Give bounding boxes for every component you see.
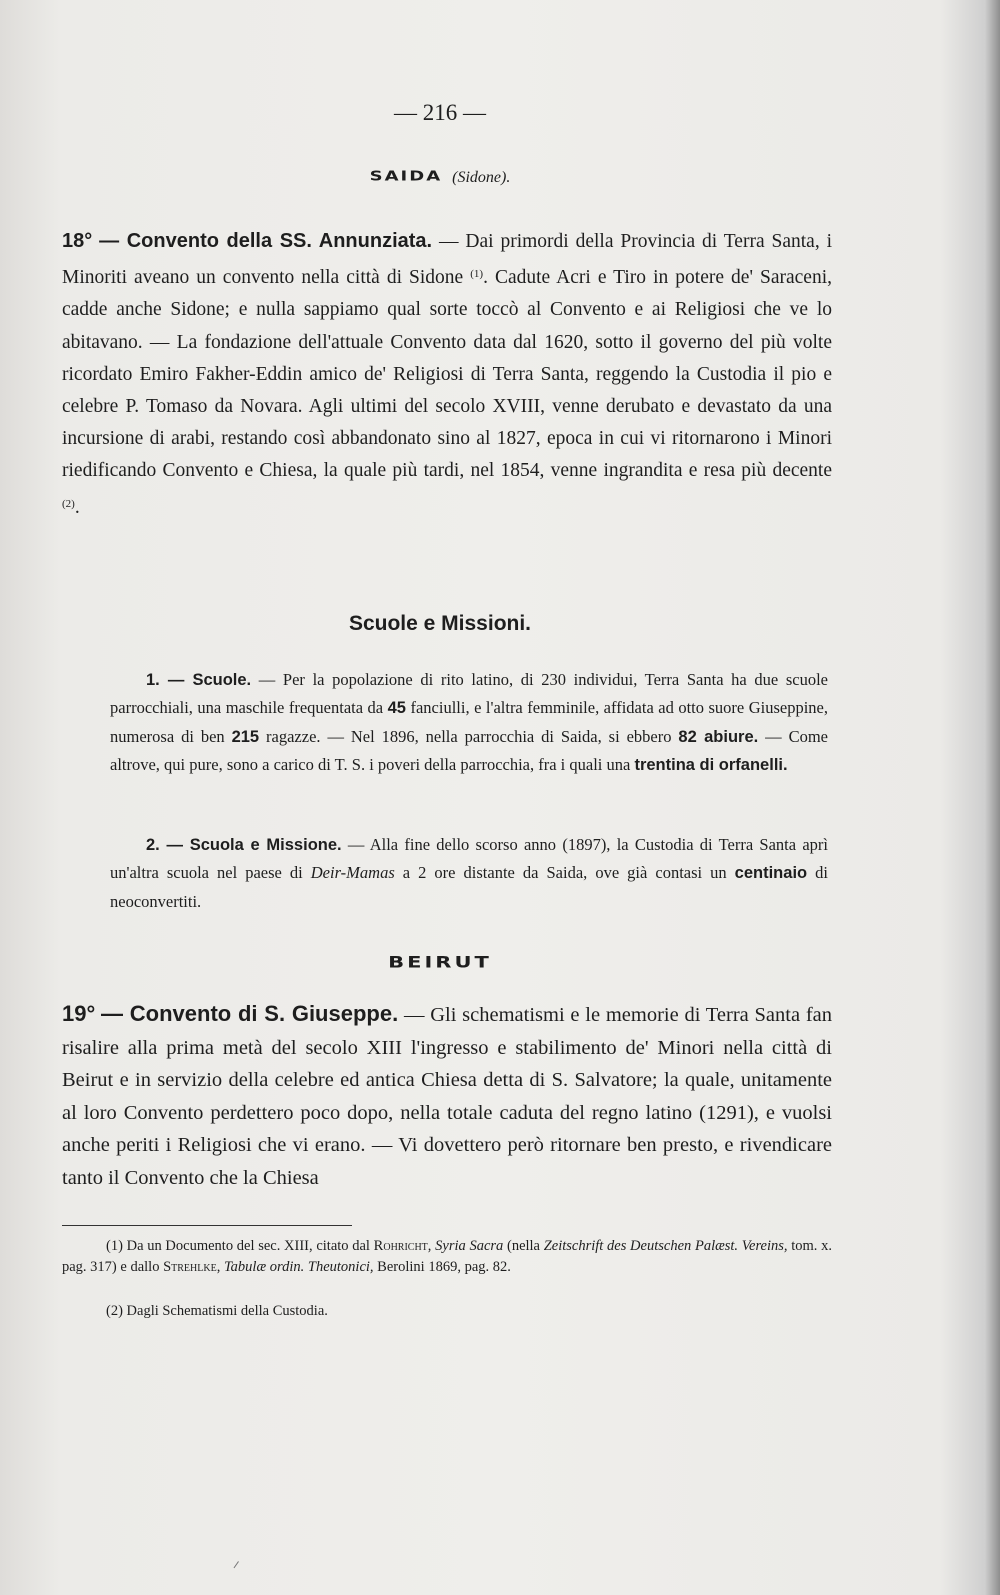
convento-19-paragraph bbox=[62, 998, 832, 1194]
footnote-1-text-1: (1) Da un Documento del sec. XIII, citato dal bbox=[106, 1238, 374, 1254]
footnote-1-text-5: , bbox=[216, 1259, 224, 1275]
item-1-count-boys: 45 bbox=[387, 699, 406, 718]
beirut-heading: BEIRUT bbox=[388, 953, 492, 971]
item-1-orfanelli: trentina di orfanelli. bbox=[634, 755, 788, 774]
footnote-1-journal: Zeitschrift des Deutschen Palæst. Vereins, bbox=[543, 1238, 788, 1254]
convento-18-number: 18° bbox=[62, 230, 93, 252]
convento-19-text: — Gli schematismi e le memorie di Terra Santa fan risalire alla prima metà del secolo XIII l'ingresso e stabilimento de' Minori nella città di Beirut e in servizio della celebre ed antica Chiesa detta di S. Salvatore; la quale, unitamente al loro Convento perdettero poco dopo, nella totale caduta del regno latino (1291), e vuolsi anche periti i Religiosi che vi erano. — Vi dovettero però ritornare ben presto, e rivendicare tanto il Convento che la Chiesa bbox=[62, 1004, 832, 1189]
item-2-text-1: — Alla fine dello scorso anno (1897), la Custodia di Terra Santa aprì un'altra scuola nel paese di bbox=[110, 835, 828, 883]
footnote-ref-2: (2) bbox=[62, 497, 75, 510]
footnote-1-author-1: Rohricht bbox=[373, 1238, 428, 1254]
item-2-label: 2. — Scuola e Missione. bbox=[146, 836, 342, 854]
section-heading-saida bbox=[0, 166, 880, 187]
item-1-count-girls: 215 bbox=[231, 727, 260, 746]
footnote-1 bbox=[62, 1236, 832, 1278]
convento-19-number: 19° bbox=[62, 1001, 96, 1026]
footnote-1-text-3: (nella bbox=[503, 1238, 544, 1254]
convento-18-text-a: — Dai primordi della Provincia di Terra Santa, i Minoriti aveano un convento nella città di Sidone bbox=[62, 231, 833, 289]
footnote-1-text-2: , bbox=[427, 1238, 436, 1254]
item-scuole-paragraph bbox=[110, 666, 828, 779]
page-number: — 216 — bbox=[394, 100, 486, 125]
item-1-text-4: — Come altrove, qui pure, sono a carico di T. S. i poveri della parrocchia, fra i quali una bbox=[110, 726, 828, 774]
scuole-heading: Scuole e Missioni. bbox=[348, 612, 532, 635]
convento-18-title: — Convento della SS. Annunziata. bbox=[99, 230, 433, 252]
footnote-1-work-2: Tabulæ ordin. Theutonici, bbox=[223, 1259, 374, 1275]
footnote-ref-1: (1) bbox=[470, 268, 484, 281]
footnote-1-text-6: Berolini 1869, pag. 82. bbox=[373, 1259, 511, 1275]
convento-18-text-b: . Cadute Acri e Tiro in potere de' Saraceni, cadde anche Sidone; e nulla sappiamo qual sorte toccò al Convento e ai Religiosi che ve lo abitavano. — La fondazione dell'attuale Convento data dal 1620, sotto il governo del più volte ricordato Emiro Fakher-Eddin amico de' Religiosi di Terra Santa, reggendo la Custodia il pio e celebre P. Tomaso da Novara. Agli ultimi del secolo XVIII, venne derubato e devastato da una incursione di arabi, restando così abbandonato sino al 1827, epoca in cui vi ritornarono i Minori riedificando Convento e Chiesa, la quale più tardi, nel 1854, venne ingrandita e resa più decente bbox=[62, 267, 832, 482]
section-heading-beirut bbox=[0, 950, 880, 974]
item-2-centinaio: centinaio bbox=[734, 864, 808, 883]
item-1-text-3: ragazze. — Nel 1896, nella parrocchia di Saida, si ebbero bbox=[259, 726, 679, 746]
saida-subheading: (Sidone). bbox=[452, 169, 511, 186]
footnote-2: (2) Dagli Schematismi della Custodia. bbox=[106, 1303, 328, 1319]
item-2-text-2: a 2 ore distante da Saida, ove già contasi un bbox=[394, 863, 735, 883]
saida-heading: SAIDA bbox=[369, 168, 443, 185]
item-1-text-1: — Per la popolazione di rito latino, di 230 individui, Terra Santa ha due scuole parrocchiali, una maschile frequentata da bbox=[110, 670, 828, 718]
convento-18-paragraph bbox=[62, 225, 832, 524]
footnote-1-work-1: Syria Sacra bbox=[435, 1238, 504, 1254]
footnote-divider bbox=[62, 1225, 352, 1226]
item-1-label: 1. — Scuole. bbox=[146, 671, 252, 689]
item-1-text-2: fanciulli, e l'altra femminile, affidata ad otto suore Giuseppine, numerosa di ben bbox=[110, 698, 828, 746]
item-2-place: Deir-Mamas bbox=[310, 863, 395, 883]
item-missione-paragraph bbox=[110, 831, 828, 916]
item-2-text-3: di neoconvertiti. bbox=[110, 863, 828, 911]
item-1-abiure: 82 abiure. bbox=[678, 727, 759, 746]
convento-19-title: — Convento di S. Giuseppe. bbox=[101, 1001, 399, 1026]
footnote-1-author-2: Strehlke bbox=[163, 1259, 217, 1275]
footnote-1-text-4: tom. x. pag. 317) e dallo bbox=[62, 1238, 833, 1275]
convento-18-text-c: . bbox=[74, 496, 80, 518]
paper-mark bbox=[234, 1561, 246, 1573]
